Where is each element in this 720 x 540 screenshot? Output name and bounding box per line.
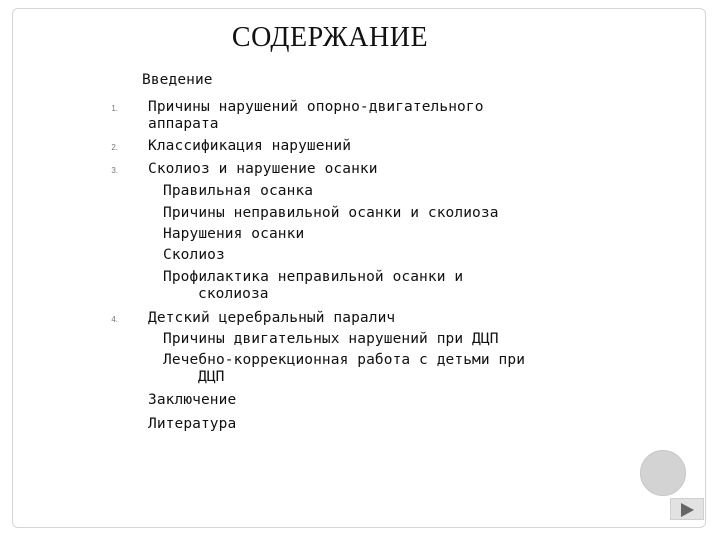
toc-item-cerebral-palsy: Детский церебральный паралич	[148, 310, 396, 326]
toc-number: 2.	[111, 143, 118, 152]
slide-frame	[12, 8, 706, 528]
toc-item-conclusion: Заключение	[148, 392, 237, 408]
toc-item-classification: Классификация нарушений	[148, 138, 352, 154]
toc-subitem-scoliosis: Сколиоз	[163, 247, 225, 263]
circle-button-icon[interactable]	[640, 450, 686, 496]
toc-subitem-correction-work: Лечебно-коррекционная работа с детьми при	[163, 352, 526, 368]
toc-item-literature: Литература	[148, 416, 237, 432]
toc-item-scoliosis-posture: Сколиоз и нарушение осанки	[148, 161, 378, 177]
toc-subitem-prevention: Профилактика неправильной осанки и	[163, 269, 464, 285]
toc-subitem-prevention-cont: сколиоза	[198, 286, 269, 302]
play-triangle-icon	[681, 503, 694, 517]
toc-subitem-causes-incorrect-posture: Причины неправильной осанки и сколиоза	[163, 205, 499, 221]
toc-item-causes-cont: аппарата	[148, 116, 219, 132]
next-slide-button[interactable]	[670, 498, 704, 520]
toc-number: 1.	[111, 104, 118, 113]
toc-subitem-posture-disorders: Нарушения осанки	[163, 226, 305, 242]
toc-item-introduction: Введение	[142, 72, 213, 88]
toc-number: 4.	[111, 315, 118, 324]
toc-subitem-correction-work-cont: ДЦП	[198, 369, 225, 385]
toc-item-causes: Причины нарушений опорно-двигательного	[148, 99, 484, 115]
toc-number: 3.	[111, 166, 118, 175]
slide-title: СОДЕРЖАНИЕ	[231, 22, 429, 53]
toc-subitem-motor-causes: Причины двигательных нарушений при ДЦП	[163, 331, 499, 347]
toc-subitem-correct-posture: Правильная осанка	[163, 183, 314, 199]
